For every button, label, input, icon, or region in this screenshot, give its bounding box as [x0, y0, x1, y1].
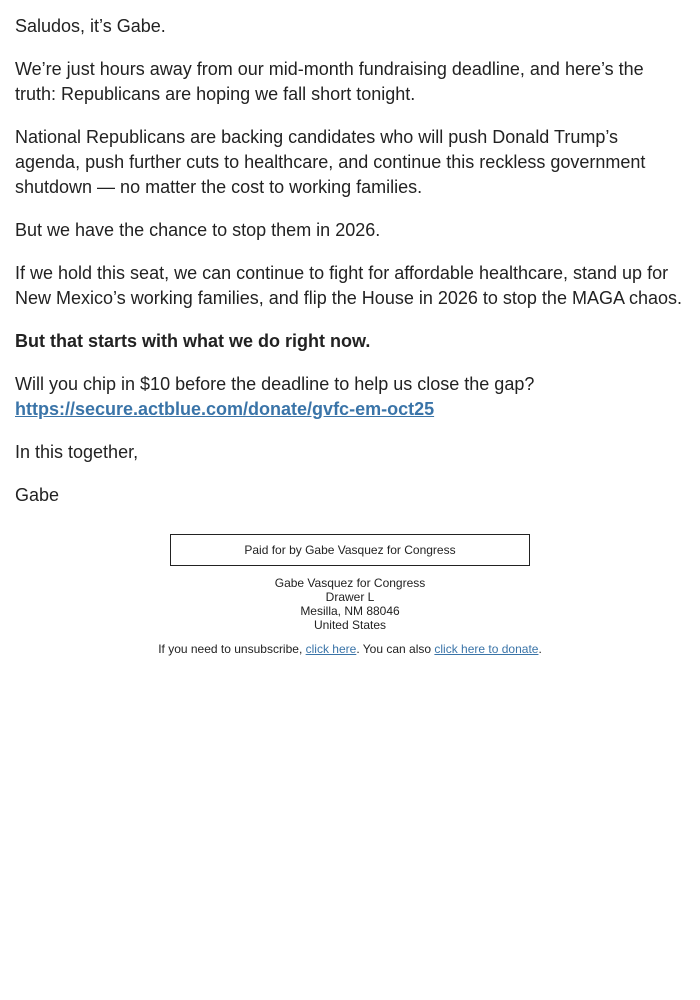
paragraph-republicans: National Republicans are backing candidates who will push Donald Trump’s agenda, push further cuts to healthcare, and continue this reckless government shutdown — no matter the cost to working families. — [15, 127, 646, 197]
donation-ask — [15, 372, 685, 422]
paragraph-chance: But we have the chance to stop them in 2026. — [15, 220, 381, 240]
signature: Gabe — [15, 485, 60, 505]
paragraph-hold-seat: If we hold this seat, we can continue to fight for affordable healthcare, stand up for New Mexico’s working families, and flip the House in 2026 to stop the MAGA chaos. — [15, 263, 683, 308]
bold-callout: But that starts with what we do right now. — [15, 331, 371, 351]
mailing-address — [15, 576, 685, 632]
address-country: United States — [313, 618, 387, 632]
greeting: Saludos, it’s Gabe. — [15, 16, 166, 36]
unsub-suffix: . — [538, 642, 542, 656]
closing: In this together, — [15, 442, 139, 462]
footer-donate-link[interactable]: click here to donate — [434, 642, 539, 656]
paid-for-disclaimer: Paid for by Gabe Vasquez for Congress — [170, 534, 530, 566]
unsub-prefix: If you need to unsubscribe, — [158, 642, 306, 656]
unsubscribe-line — [15, 642, 685, 656]
address-name: Gabe Vasquez for Congress — [274, 576, 426, 590]
ask-text: Will you chip in $10 before the deadline to help us close the gap? — [15, 374, 535, 394]
email-footer — [15, 534, 685, 656]
address-line2: Mesilla, NM 88046 — [300, 604, 400, 618]
address-line1: Drawer L — [325, 590, 375, 604]
unsubscribe-link[interactable]: click here — [305, 642, 357, 656]
paragraph-deadline: We’re just hours away from our mid-month fundraising deadline, and here’s the truth: Republicans are hoping we fall short tonight. — [15, 59, 644, 104]
donate-url-link[interactable]: https://secure.actblue.com/donate/gvfc-em-oct25 — [15, 399, 435, 419]
unsub-middle: . You can also — [356, 642, 435, 656]
